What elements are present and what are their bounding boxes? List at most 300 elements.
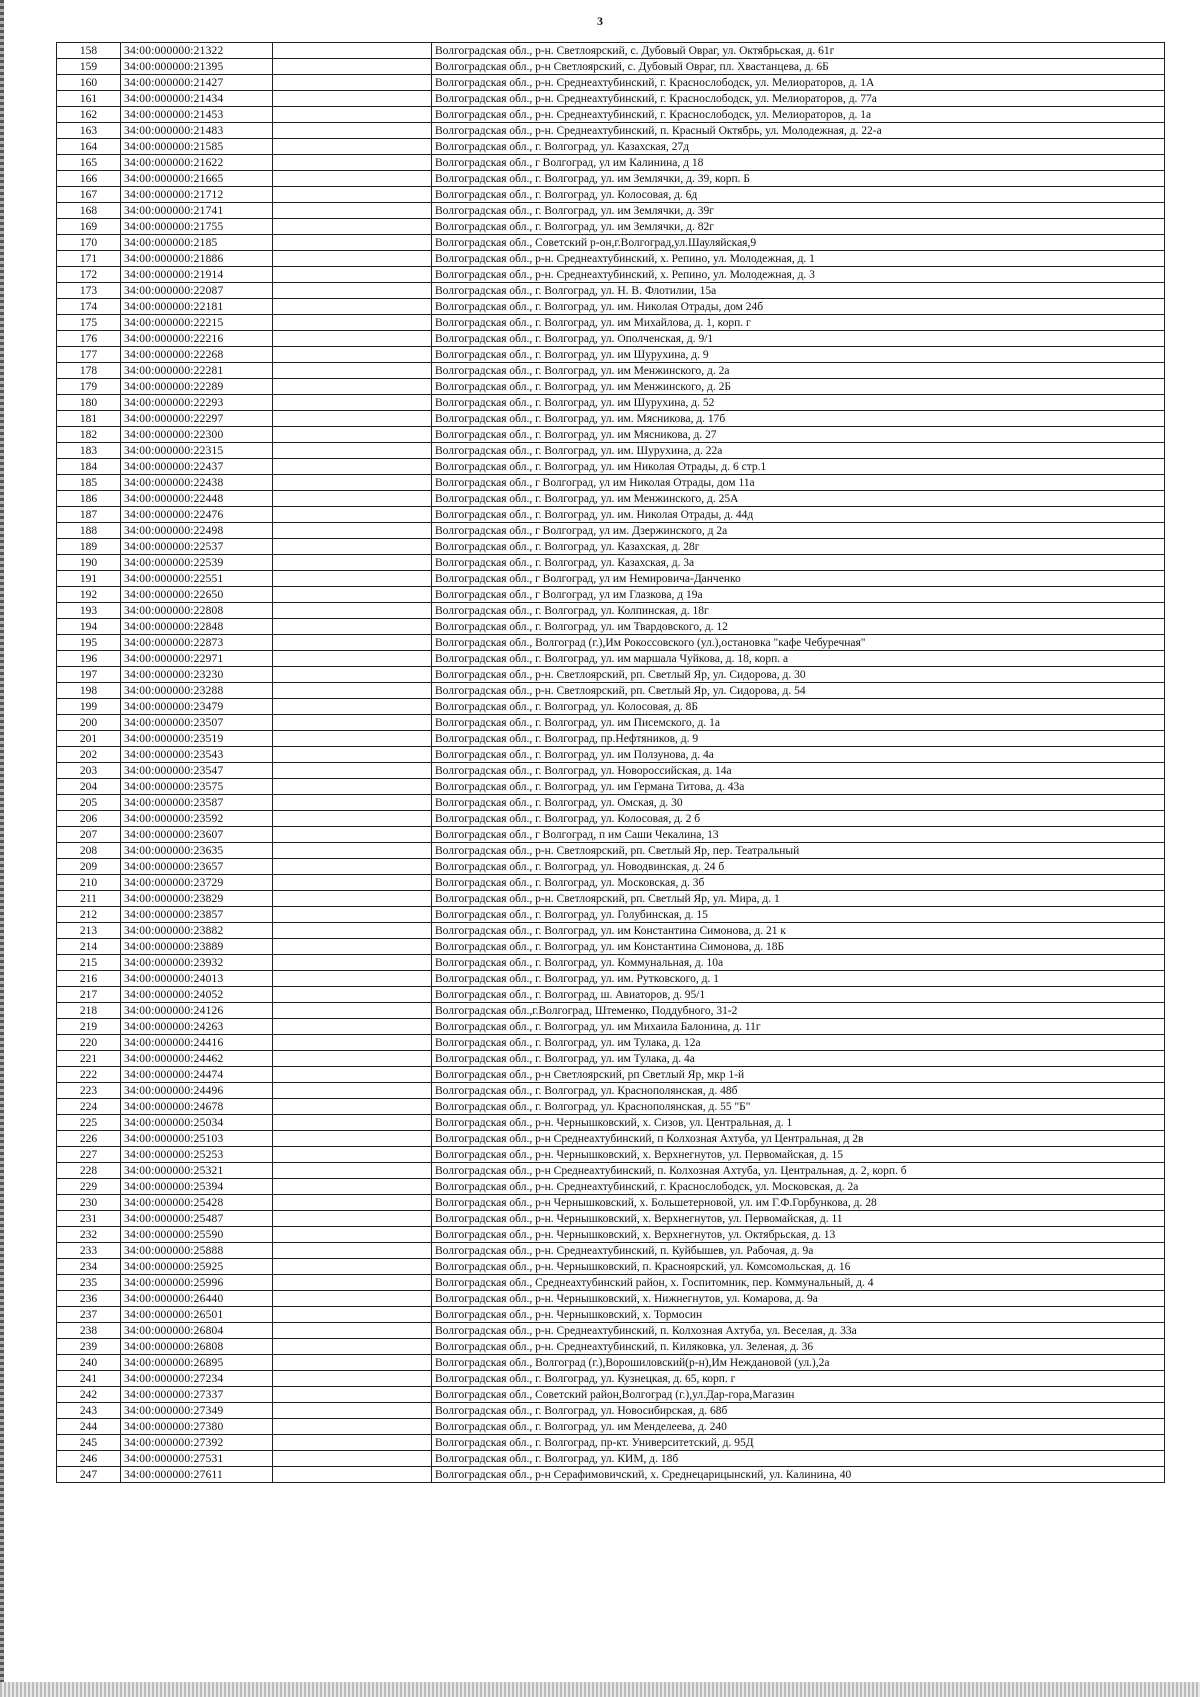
empty-cell [273, 379, 432, 395]
empty-cell [273, 603, 432, 619]
empty-cell [273, 907, 432, 923]
table-row [57, 987, 1165, 1003]
address-cell: Волгоградская обл., р-н. Чернышковский, х. Верхнегнутов, ул. Первомайская, д. 11 [432, 1211, 1165, 1227]
address-cell: Волгоградская обл., г. Волгоград, ул. Колпинская, д. 18г [432, 603, 1165, 619]
cadastral-number-cell: 34:00:000000:23635 [121, 843, 273, 859]
empty-cell [273, 811, 432, 827]
row-number-cell: 208 [57, 843, 121, 859]
cadastral-number-cell: 34:00:000000:25428 [121, 1195, 273, 1211]
empty-cell [273, 1163, 432, 1179]
cadastral-number-cell: 34:00:000000:23729 [121, 875, 273, 891]
table-row [57, 251, 1165, 267]
table-row [57, 43, 1165, 59]
empty-cell [273, 1291, 432, 1307]
address-cell: Волгоградская обл., р-н Светлоярский, с. Дубовый Овраг, пл. Хвастанцева, д. 6Б [432, 59, 1165, 75]
address-cell: Волгоградская обл., г. Волгоград, ул. им Мясникова, д. 27 [432, 427, 1165, 443]
row-number-cell: 179 [57, 379, 121, 395]
table-row [57, 907, 1165, 923]
empty-cell [273, 1067, 432, 1083]
empty-cell [273, 235, 432, 251]
page-number: 3 [597, 14, 603, 28]
empty-cell [273, 107, 432, 123]
address-cell: Волгоградская обл., г. Волгоград, ул. им Менжинского, д. 2Б [432, 379, 1165, 395]
cadastral-number-cell: 34:00:000000:23547 [121, 763, 273, 779]
empty-cell [273, 1435, 432, 1451]
address-cell: Волгоградская обл., Советский р-он,г.Волгоград,ул.Шауляйская,9 [432, 235, 1165, 251]
cadastral-number-cell: 34:00:000000:22300 [121, 427, 273, 443]
row-number-cell: 227 [57, 1147, 121, 1163]
empty-cell [273, 283, 432, 299]
row-number-cell: 161 [57, 91, 121, 107]
table-row [57, 971, 1165, 987]
empty-cell [273, 715, 432, 731]
table-row [57, 587, 1165, 603]
cadastral-number-cell: 34:00:000000:21665 [121, 171, 273, 187]
address-cell: Волгоградская обл., г. Волгоград, ул. им Тулака, д. 12а [432, 1035, 1165, 1051]
row-number-cell: 177 [57, 347, 121, 363]
empty-cell [273, 203, 432, 219]
row-number-cell: 226 [57, 1131, 121, 1147]
empty-cell [273, 1099, 432, 1115]
address-cell: Волгоградская обл., г. Волгоград, ул. КИМ, д. 18б [432, 1451, 1165, 1467]
table-row [57, 75, 1165, 91]
cadastral-number-cell: 34:00:000000:21755 [121, 219, 273, 235]
address-cell: Волгоградская обл., р-н. Среднеахтубинский, х. Репино, ул. Молодежная, д. 3 [432, 267, 1165, 283]
row-number-cell: 180 [57, 395, 121, 411]
cadastral-number-cell: 34:00:000000:23575 [121, 779, 273, 795]
cadastral-number-cell: 34:00:000000:22650 [121, 587, 273, 603]
address-cell: Волгоградская обл., р-н Светлоярский, рп Светлый Яр, мкр 1-й [432, 1067, 1165, 1083]
row-number-cell: 181 [57, 411, 121, 427]
address-cell: Волгоградская обл., г. Волгоград, ул. им Писемского, д. 1а [432, 715, 1165, 731]
table-row [57, 1211, 1165, 1227]
address-cell: Волгоградская обл., г. Волгоград, ул. им Тулака, д. 4а [432, 1051, 1165, 1067]
empty-cell [273, 1211, 432, 1227]
table-row [57, 379, 1165, 395]
empty-cell [273, 1451, 432, 1467]
empty-cell [273, 1259, 432, 1275]
row-number-cell: 164 [57, 139, 121, 155]
row-number-cell: 205 [57, 795, 121, 811]
table-row [57, 523, 1165, 539]
address-cell: Волгоградская обл., р-н. Светлоярский, рп. Светлый Яр, ул. Мира, д. 1 [432, 891, 1165, 907]
cadastral-number-cell: 34:00:000000:25996 [121, 1275, 273, 1291]
table-row [57, 603, 1165, 619]
empty-cell [273, 747, 432, 763]
row-number-cell: 178 [57, 363, 121, 379]
empty-cell [273, 523, 432, 539]
cadastral-number-cell: 34:00:000000:22281 [121, 363, 273, 379]
row-number-cell: 189 [57, 539, 121, 555]
empty-cell [273, 1307, 432, 1323]
table-row [57, 875, 1165, 891]
row-number-cell: 169 [57, 219, 121, 235]
table-row [57, 475, 1165, 491]
address-cell: Волгоградская обл., г. Волгоград, ул. им Михайлова, д. 1, корп. г [432, 315, 1165, 331]
table-row [57, 1067, 1165, 1083]
cadastral-number-cell: 34:00:000000:26895 [121, 1355, 273, 1371]
address-cell: Волгоградская обл., г. Волгоград, ул. им. Рутковского, д. 1 [432, 971, 1165, 987]
empty-cell [273, 475, 432, 491]
address-cell: Волгоградская обл., г Волгоград, ул им Немировича-Данченко [432, 571, 1165, 587]
empty-cell [273, 987, 432, 1003]
empty-cell [273, 91, 432, 107]
row-number-cell: 240 [57, 1355, 121, 1371]
address-cell: Волгоградская обл., р-н. Светлоярский, рп. Светлый Яр, ул. Сидорова, д. 30 [432, 667, 1165, 683]
address-cell: Волгоградская обл., р-н Среднеахтубинский, п. Колхозная Ахтуба, ул. Центральная, д. 2, корп. б [432, 1163, 1165, 1179]
row-number-cell: 158 [57, 43, 121, 59]
cadastral-number-cell: 34:00:000000:24263 [121, 1019, 273, 1035]
cadastral-number-cell: 34:00:000000:23592 [121, 811, 273, 827]
address-cell: Волгоградская обл., р-н. Светлоярский, рп. Светлый Яр, ул. Сидорова, д. 54 [432, 683, 1165, 699]
empty-cell [273, 843, 432, 859]
table-row [57, 1035, 1165, 1051]
row-number-cell: 242 [57, 1387, 121, 1403]
cadastral-number-cell: 34:00:000000:22438 [121, 475, 273, 491]
row-number-cell: 182 [57, 427, 121, 443]
cadastral-number-cell: 34:00:000000:24678 [121, 1099, 273, 1115]
table-row [57, 107, 1165, 123]
cadastral-number-cell: 34:00:000000:22293 [121, 395, 273, 411]
cadastral-number-cell: 34:00:000000:25487 [121, 1211, 273, 1227]
row-number-cell: 194 [57, 619, 121, 635]
row-number-cell: 237 [57, 1307, 121, 1323]
table-row [57, 1083, 1165, 1099]
row-number-cell: 200 [57, 715, 121, 731]
row-number-cell: 204 [57, 779, 121, 795]
empty-cell [273, 219, 432, 235]
row-number-cell: 221 [57, 1051, 121, 1067]
address-cell: Волгоградская обл., р-н. Чернышковский, х. Сизов, ул. Центральная, д. 1 [432, 1115, 1165, 1131]
cadastral-registry-table [56, 42, 1165, 1483]
row-number-cell: 232 [57, 1227, 121, 1243]
table-row [57, 315, 1165, 331]
address-cell: Волгоградская обл., р-н. Среднеахтубинский, п. Красный Октябрь, ул. Молодежная, д. 22-а [432, 123, 1165, 139]
address-cell: Волгоградская обл., г. Волгоград, ул. Новосибирская, д. 68б [432, 1403, 1165, 1419]
address-cell: Волгоградская обл., г. Волгоград, ул. Краснополянская, д. 55 "Б" [432, 1099, 1165, 1115]
row-number-cell: 197 [57, 667, 121, 683]
table-row [57, 555, 1165, 571]
empty-cell [273, 139, 432, 155]
row-number-cell: 215 [57, 955, 121, 971]
table-row [57, 683, 1165, 699]
cadastral-number-cell: 34:00:000000:22437 [121, 459, 273, 475]
table-row [57, 1099, 1165, 1115]
table-row [57, 155, 1165, 171]
table-row [57, 123, 1165, 139]
cadastral-number-cell: 34:00:000000:21453 [121, 107, 273, 123]
address-cell: Волгоградская обл., р-н. Светлоярский, с. Дубовый Овраг, ул. Октябрьская, д. 61г [432, 43, 1165, 59]
cadastral-number-cell: 34:00:000000:27337 [121, 1387, 273, 1403]
cadastral-number-cell: 34:00:000000:23932 [121, 955, 273, 971]
cadastral-number-cell: 34:00:000000:27380 [121, 1419, 273, 1435]
table-row [57, 1467, 1165, 1483]
address-cell: Волгоградская обл., Советский район,Волгоград (г.),ул.Дар-гора,Магазин [432, 1387, 1165, 1403]
cadastral-number-cell: 34:00:000000:21427 [121, 75, 273, 91]
cadastral-number-cell: 34:00:000000:21322 [121, 43, 273, 59]
cadastral-number-cell: 34:00:000000:21741 [121, 203, 273, 219]
row-number-cell: 203 [57, 763, 121, 779]
table-row [57, 923, 1165, 939]
empty-cell [273, 827, 432, 843]
row-number-cell: 173 [57, 283, 121, 299]
empty-cell [273, 171, 432, 187]
empty-cell [273, 971, 432, 987]
address-cell: Волгоградская обл., г. Волгоград, ул. Колосовая, д. 2 б [432, 811, 1165, 827]
empty-cell [273, 731, 432, 747]
empty-cell [273, 123, 432, 139]
address-cell: Волгоградская обл.,г.Волгоград, Штеменко, Поддубного, 31-2 [432, 1003, 1165, 1019]
address-cell: Волгоградская обл., г. Волгоград, ул. им Шурухина, д. 9 [432, 347, 1165, 363]
cadastral-number-cell: 34:00:000000:24416 [121, 1035, 273, 1051]
cadastral-number-cell: 34:00:000000:24462 [121, 1051, 273, 1067]
cadastral-number-cell: 34:00:000000:27392 [121, 1435, 273, 1451]
cadastral-number-cell: 34:00:000000:24013 [121, 971, 273, 987]
empty-cell [273, 763, 432, 779]
row-number-cell: 174 [57, 299, 121, 315]
empty-cell [273, 891, 432, 907]
cadastral-number-cell: 34:00:000000:27531 [121, 1451, 273, 1467]
empty-cell [273, 1051, 432, 1067]
table-row [57, 1451, 1165, 1467]
table-row [57, 1259, 1165, 1275]
row-number-cell: 184 [57, 459, 121, 475]
row-number-cell: 218 [57, 1003, 121, 1019]
table-row [57, 507, 1165, 523]
table-row [57, 715, 1165, 731]
empty-cell [273, 1003, 432, 1019]
address-cell: Волгоградская обл., р-н Серафимовичский, х. Среднецарицынский, ул. Калинина, 40 [432, 1467, 1165, 1483]
table-row [57, 779, 1165, 795]
table-row [57, 667, 1165, 683]
empty-cell [273, 683, 432, 699]
cadastral-number-cell: 34:00:000000:23657 [121, 859, 273, 875]
table-row [57, 747, 1165, 763]
empty-cell [273, 1323, 432, 1339]
table-row [57, 91, 1165, 107]
scan-edge-bottom [0, 1682, 1200, 1697]
cadastral-number-cell: 34:00:000000:24474 [121, 1067, 273, 1083]
cadastral-number-cell: 34:00:000000:23889 [121, 939, 273, 955]
address-cell: Волгоградская обл., Среднеахтубинский район, х. Госпитомник, пер. Коммунальный, д. 4 [432, 1275, 1165, 1291]
address-cell: Волгоградская обл., г. Волгоград, ул. им Твардовского, д. 12 [432, 619, 1165, 635]
row-number-cell: 229 [57, 1179, 121, 1195]
empty-cell [273, 539, 432, 555]
table-row [57, 171, 1165, 187]
table-row [57, 843, 1165, 859]
address-cell: Волгоградская обл., р-н. Чернышковский, х. Тормосин [432, 1307, 1165, 1323]
table-row [57, 1435, 1165, 1451]
row-number-cell: 172 [57, 267, 121, 283]
cadastral-number-cell: 34:00:000000:22315 [121, 443, 273, 459]
table-row [57, 1195, 1165, 1211]
address-cell: Волгоградская обл., г. Волгоград, ул. им Шурухина, д. 52 [432, 395, 1165, 411]
empty-cell [273, 1243, 432, 1259]
row-number-cell: 207 [57, 827, 121, 843]
row-number-cell: 206 [57, 811, 121, 827]
address-cell: Волгоградская обл., г. Волгоград, ул. им Землячки, д. 82г [432, 219, 1165, 235]
table-row [57, 619, 1165, 635]
address-cell: Волгоградская обл., г. Волгоград, ул. им Менжинского, д. 25А [432, 491, 1165, 507]
table-row [57, 1403, 1165, 1419]
empty-cell [273, 1387, 432, 1403]
empty-cell [273, 1467, 432, 1483]
table-row [57, 651, 1165, 667]
empty-cell [273, 587, 432, 603]
table-row [57, 1243, 1165, 1259]
empty-cell [273, 363, 432, 379]
row-number-cell: 188 [57, 523, 121, 539]
address-cell: Волгоградская обл., г. Волгоград, ул. Голубинская, д. 15 [432, 907, 1165, 923]
table-row [57, 571, 1165, 587]
row-number-cell: 236 [57, 1291, 121, 1307]
table-row [57, 139, 1165, 155]
cadastral-number-cell: 34:00:000000:25590 [121, 1227, 273, 1243]
table-row [57, 635, 1165, 651]
address-cell: Волгоградская обл., р-н. Чернышковский, п. Красноярский, ул. Комсомольская, д. 16 [432, 1259, 1165, 1275]
table-row [57, 1131, 1165, 1147]
row-number-cell: 230 [57, 1195, 121, 1211]
address-cell: Волгоградская обл., р-н. Среднеахтубинский, г. Краснослободск, ул. Мелиораторов, д. 77а [432, 91, 1165, 107]
row-number-cell: 228 [57, 1163, 121, 1179]
address-cell: Волгоградская обл., г. Волгоград, ул. им Германа Титова, д. 43а [432, 779, 1165, 795]
empty-cell [273, 299, 432, 315]
row-number-cell: 190 [57, 555, 121, 571]
cadastral-number-cell: 34:00:000000:21712 [121, 187, 273, 203]
address-cell: Волгоградская обл., г. Волгоград, ул. Казахская, д. 3а [432, 555, 1165, 571]
empty-cell [273, 667, 432, 683]
empty-cell [273, 1419, 432, 1435]
cadastral-number-cell: 34:00:000000:21886 [121, 251, 273, 267]
cadastral-number-cell: 34:00:000000:23587 [121, 795, 273, 811]
table-row [57, 811, 1165, 827]
address-cell: Волгоградская обл., р-н. Среднеахтубинский, п. Куйбышев, ул. Рабочая, д. 9а [432, 1243, 1165, 1259]
table-row [57, 395, 1165, 411]
address-cell: Волгоградская обл., р-н. Чернышковский, х. Верхнегнутов, ул. Октябрьская, д. 13 [432, 1227, 1165, 1243]
empty-cell [273, 315, 432, 331]
empty-cell [273, 491, 432, 507]
registry-body [57, 43, 1165, 1483]
row-number-cell: 217 [57, 987, 121, 1003]
row-number-cell: 231 [57, 1211, 121, 1227]
row-number-cell: 222 [57, 1067, 121, 1083]
row-number-cell: 239 [57, 1339, 121, 1355]
address-cell: Волгоградская обл., г. Волгоград, ул. Коммунальная, д. 10а [432, 955, 1165, 971]
address-cell: Волгоградская обл., г. Волгоград, ул. Новороссийская, д. 14а [432, 763, 1165, 779]
address-cell: Волгоградская обл., р-н Среднеахтубинский, п Колхозная Ахтуба, ул Центральная, д 2в [432, 1131, 1165, 1147]
empty-cell [273, 1339, 432, 1355]
empty-cell [273, 507, 432, 523]
address-cell: Волгоградская обл., г. Волгоград, ул. Казахская, 27д [432, 139, 1165, 155]
row-number-cell: 167 [57, 187, 121, 203]
row-number-cell: 198 [57, 683, 121, 699]
table-row [57, 283, 1165, 299]
address-cell: Волгоградская обл., г. Волгоград, ул. Колосовая, д. 8Б [432, 699, 1165, 715]
address-cell: Волгоградская обл., г. Волгоград, ул. им. Шурухина, д. 22а [432, 443, 1165, 459]
empty-cell [273, 555, 432, 571]
row-number-cell: 159 [57, 59, 121, 75]
cadastral-number-cell: 34:00:000000:23882 [121, 923, 273, 939]
row-number-cell: 160 [57, 75, 121, 91]
row-number-cell: 213 [57, 923, 121, 939]
empty-cell [273, 571, 432, 587]
empty-cell [273, 1355, 432, 1371]
row-number-cell: 241 [57, 1371, 121, 1387]
row-number-cell: 192 [57, 587, 121, 603]
cadastral-number-cell: 34:00:000000:25321 [121, 1163, 273, 1179]
row-number-cell: 210 [57, 875, 121, 891]
address-cell: Волгоградская обл., г Волгоград, п им Саши Чекалина, 13 [432, 827, 1165, 843]
cadastral-number-cell: 34:00:000000:24126 [121, 1003, 273, 1019]
table-row [57, 427, 1165, 443]
table-row [57, 331, 1165, 347]
address-cell: Волгоградская обл., г. Волгоград, пр-кт. Университетский, д. 95Д [432, 1435, 1165, 1451]
empty-cell [273, 651, 432, 667]
row-number-cell: 199 [57, 699, 121, 715]
cadastral-number-cell: 34:00:000000:26808 [121, 1339, 273, 1355]
address-cell: Волгоградская обл., р-н. Среднеахтубинский, г. Краснослободск, ул. Мелиораторов, д. 1А [432, 75, 1165, 91]
cadastral-number-cell: 34:00:000000:25103 [121, 1131, 273, 1147]
address-cell: Волгоградская обл., р-н. Среднеахтубинский, п. Киляковка, ул. Зеленая, д. 36 [432, 1339, 1165, 1355]
cadastral-number-cell: 34:00:000000:22297 [121, 411, 273, 427]
table-row [57, 203, 1165, 219]
empty-cell [273, 75, 432, 91]
table-row [57, 459, 1165, 475]
cadastral-number-cell: 34:00:000000:22087 [121, 283, 273, 299]
table-row [57, 1227, 1165, 1243]
cadastral-number-cell: 34:00:000000:23519 [121, 731, 273, 747]
row-number-cell: 165 [57, 155, 121, 171]
address-cell: Волгоградская обл., г. Волгоград, ул. им. Мясникова, д. 17б [432, 411, 1165, 427]
cadastral-number-cell: 34:00:000000:22551 [121, 571, 273, 587]
cadastral-number-cell: 34:00:000000:22268 [121, 347, 273, 363]
address-cell: Волгоградская обл., р-н. Среднеахтубинский, п. Колхозная Ахтуба, ул. Веселая, д. 33а [432, 1323, 1165, 1339]
empty-cell [273, 43, 432, 59]
table-row [57, 859, 1165, 875]
address-cell: Волгоградская обл., г. Волгоград, ул. им Менжинского, д. 2а [432, 363, 1165, 379]
cadastral-number-cell: 34:00:000000:27349 [121, 1403, 273, 1419]
address-cell: Волгоградская обл., г. Волгоград, ул. им Менделеева, д. 240 [432, 1419, 1165, 1435]
address-cell: Волгоградская обл., г Волгоград, ул им Глазкова, д 19а [432, 587, 1165, 603]
empty-cell [273, 779, 432, 795]
address-cell: Волгоградская обл., г. Волгоград, ул. Н. В. Флотилии, 15а [432, 283, 1165, 299]
address-cell: Волгоградская обл., г. Волгоград, ул. им Ползунова, д. 4а [432, 747, 1165, 763]
empty-cell [273, 1403, 432, 1419]
address-cell: Волгоградская обл., г Волгоград, ул им. Дзержинского, д 2а [432, 523, 1165, 539]
cadastral-number-cell: 34:00:000000:22873 [121, 635, 273, 651]
address-cell: Волгоградская обл., р-н. Чернышковский, х. Нижнегнутов, ул. Комарова, д. 9а [432, 1291, 1165, 1307]
address-cell: Волгоградская обл., г. Волгоград, ул. им маршала Чуйкова, д. 18, корп. а [432, 651, 1165, 667]
cadastral-number-cell: 34:00:000000:21914 [121, 267, 273, 283]
cadastral-number-cell: 34:00:000000:22216 [121, 331, 273, 347]
table-row [57, 347, 1165, 363]
empty-cell [273, 331, 432, 347]
row-number-cell: 247 [57, 1467, 121, 1483]
table-row [57, 1275, 1165, 1291]
row-number-cell: 162 [57, 107, 121, 123]
cadastral-number-cell: 34:00:000000:22848 [121, 619, 273, 635]
address-cell: Волгоградская обл., г. Волгоград, ш. Авиаторов, д. 95/1 [432, 987, 1165, 1003]
cadastral-number-cell: 34:00:000000:22808 [121, 603, 273, 619]
address-cell: Волгоградская обл., г Волгоград, ул им Николая Отрады, дом 11а [432, 475, 1165, 491]
empty-cell [273, 411, 432, 427]
row-number-cell: 220 [57, 1035, 121, 1051]
scan-edge-left [0, 0, 4, 1697]
table-row [57, 1179, 1165, 1195]
address-cell: Волгоградская обл., г. Волгоград, ул. им. Николая Отрады, д. 44д [432, 507, 1165, 523]
empty-cell [273, 267, 432, 283]
cadastral-number-cell: 34:00:000000:21622 [121, 155, 273, 171]
